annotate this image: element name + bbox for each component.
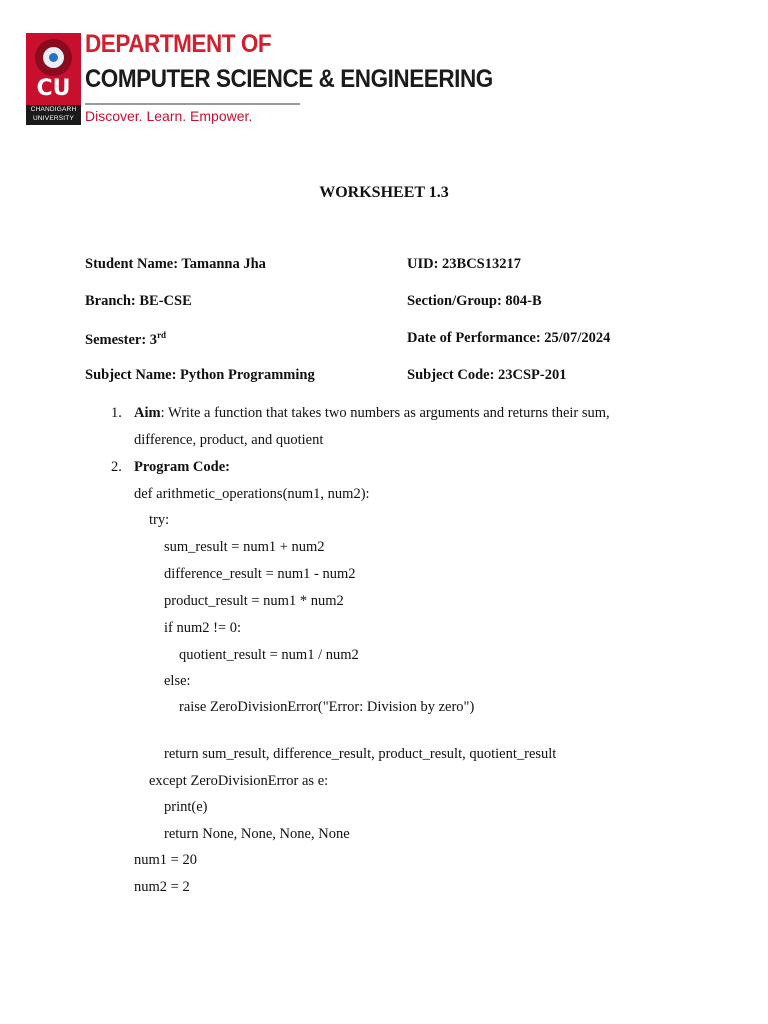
semester-suffix: rd: [157, 330, 167, 340]
list-number-2: 2.: [111, 459, 122, 475]
code-line: def arithmetic_operations(num1, num2):: [134, 486, 370, 502]
code-line: product_result = num1 * num2: [164, 593, 344, 609]
university-logo: [26, 33, 81, 125]
logo-university-block: [26, 105, 81, 125]
emblem-icon: [35, 39, 72, 76]
student-name: Student Name: Tamanna Jha: [85, 256, 266, 272]
code-line: return None, None, None, None: [164, 826, 350, 842]
code-line: print(e): [164, 799, 208, 815]
aim-label: Aim: [134, 405, 161, 421]
semester: [85, 330, 166, 349]
tagline: Discover. Learn. Empower.: [85, 108, 253, 124]
program-code-label: Program Code:: [134, 459, 230, 475]
code-line: raise ZeroDivisionError("Error: Division by zero"): [179, 699, 475, 715]
code-line: num2 = 2: [134, 879, 190, 895]
department-title-line2: COMPUTER SCIENCE & ENGINEERING: [85, 65, 493, 93]
code-line: try:: [149, 512, 170, 528]
code-line: quotient_result = num1 / num2: [179, 647, 359, 663]
code-line: if num2 != 0:: [164, 620, 242, 636]
code-line: return sum_result, difference_result, product_result, quotient_result: [164, 746, 557, 762]
code-line: except ZeroDivisionError as e:: [149, 773, 329, 789]
logo-cu-text: CU: [36, 76, 71, 101]
code-line: difference_result = num1 - num2: [164, 566, 356, 582]
aim-text-line2: difference, product, and quotient: [134, 432, 324, 448]
logo-university-line1: CHANDIGARH: [30, 106, 77, 113]
date-of-performance: Date of Performance: 25/07/2024: [407, 330, 611, 346]
worksheet-title: WORKSHEET 1.3: [319, 184, 449, 201]
department-title-line1: DEPARTMENT OF: [85, 30, 272, 58]
branch: Branch: BE-CSE: [85, 293, 192, 309]
header-divider: [85, 103, 300, 105]
list-number-1: 1.: [111, 405, 122, 421]
uid: UID: 23BCS13217: [407, 256, 521, 272]
logo-university-line2: UNIVERSITY: [32, 115, 74, 122]
semester-text: Semester: 3: [85, 331, 158, 348]
subject-code: Subject Code: 23CSP-201: [407, 367, 567, 383]
code-line: num1 = 20: [134, 852, 197, 868]
aim-line1: [134, 405, 610, 422]
code-line: sum_result = num1 + num2: [164, 539, 325, 555]
section-group: Section/Group: 804-B: [407, 293, 542, 309]
aim-text-line1: : Write a function that takes two numbers as arguments and returns their sum,: [160, 405, 610, 421]
subject-name: Subject Name: Python Programming: [85, 367, 315, 383]
code-line: else:: [164, 673, 191, 689]
